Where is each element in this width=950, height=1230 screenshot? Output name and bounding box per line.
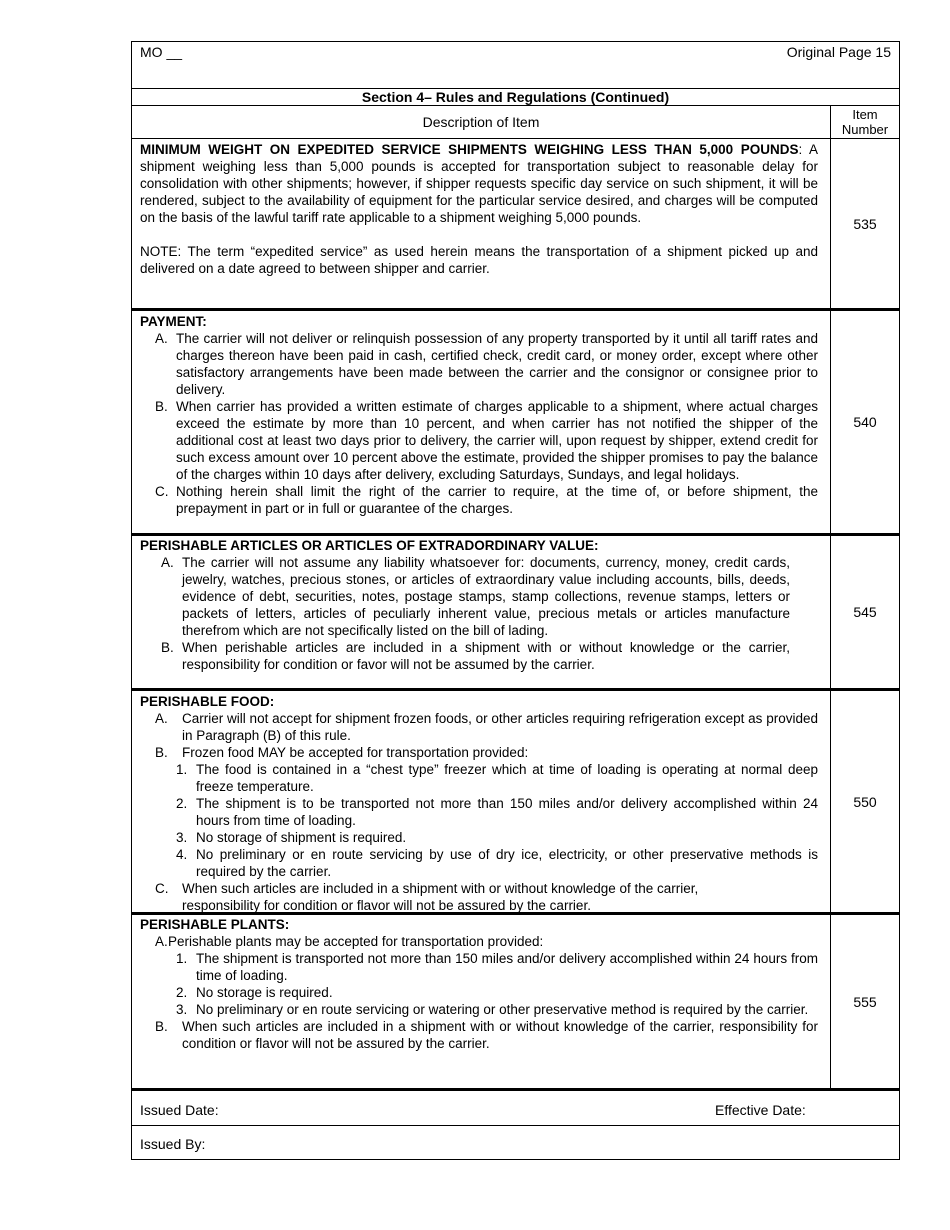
- sub-list-item: [140, 795, 818, 829]
- list-text: Frozen food MAY be accepted for transportation provided:: [182, 745, 529, 760]
- issued-date-label: Issued Date:: [140, 1102, 219, 1118]
- list-text: The carrier will not assume any liability whatsoever for: documents, currency, money, credit cards, jewelry, watches, precious stones, or articles of extraordinary value including accounts, bills, deeds, evidence of debt, securities, notes, postage stamps, stamp collections, revenue stamps, letters or packets of letters, articles of peculiarly inherent value, precious metals or articles manufacture therefrom which are not specifically listed on the bill of lading.: [182, 555, 790, 638]
- item-number: 535: [830, 139, 899, 308]
- item-number: 550: [830, 691, 899, 912]
- list-marker: A.: [155, 934, 168, 949]
- list-marker: C.: [155, 881, 169, 896]
- list-text: No storage of shipment is required.: [196, 830, 407, 845]
- item-number: 540: [830, 311, 899, 533]
- list-marker: B.: [155, 745, 168, 760]
- mo-label: MO __: [140, 44, 183, 60]
- list-text: When such articles are included in a shipment with or without knowledge of the carrier, responsibility for condition or flavor will not be assured by the carrier.: [182, 1019, 818, 1051]
- list-marker: C.: [155, 484, 169, 499]
- sub-list-item: [140, 829, 818, 846]
- list-item: [140, 744, 818, 761]
- item-title: PERISHABLE ARTICLES OR ARTICLES OF EXTRADORDINARY VALUE:: [140, 538, 599, 553]
- item-row-550: [132, 691, 899, 915]
- list-text: Nothing herein shall limit the right of the carrier to require, at the time of, or before shipment, the prepayment in part or in full or guarantee of the charges.: [176, 484, 818, 516]
- item-header-line1: Item: [852, 107, 878, 122]
- item-title: MINIMUM WEIGHT ON EXPEDITED SERVICE SHIPMENTS WEIGHING LESS THAN 5,000 POUNDS: [140, 142, 799, 157]
- list-item: [140, 483, 818, 517]
- list-text: When carrier has provided a written estimate of charges applicable to a shipment, where actual charges exceed the estimate by more than 10 percent, and when carrier has not notified the shipper of the additional cost at least two days prior to delivery, the carrier will, upon request by shipper, extend credit for such excess amount over 10 percent above the estimate, provided the shipper promises to pay the balance of the charges within 10 days after delivery, excluding Saturdays, Sundays, and legal holidays.: [176, 399, 818, 482]
- list-marker: 3.: [176, 1002, 188, 1017]
- list-text: Perishable plants may be accepted for transportation provided:: [168, 934, 544, 949]
- footer-issued-by: [132, 1126, 899, 1160]
- list-item: [140, 330, 818, 398]
- item-number-column-header: [830, 106, 899, 138]
- item-description: [132, 139, 830, 308]
- tariff-page-frame: [131, 41, 900, 1160]
- issued-by-label: Issued By:: [140, 1136, 206, 1152]
- list-marker: 3.: [176, 830, 188, 845]
- item-paragraph: [140, 141, 818, 226]
- description-column-header: Description of Item: [422, 114, 540, 130]
- item-header-line2: Number: [841, 122, 889, 137]
- list-item: [140, 1018, 818, 1052]
- list-marker: B.: [161, 640, 174, 655]
- item-title: PERISHABLE PLANTS:: [140, 917, 290, 932]
- list-item: [140, 639, 790, 673]
- item-row-555: [132, 915, 899, 1091]
- sub-list-item: [140, 1001, 818, 1018]
- item-number: 555: [830, 915, 899, 1088]
- item-body: : A shipment weighing less than 5,000 pounds is accepted for transportation subject to reasonable delay for consolidation with other shipments; however, if shipper requests specific day service on such shipment, it will be rendered, subject to the availability of equipment for the particular service desired, and charges will be computed on the basis of the lawful tariff rate applicable to a shipment weighing 5,000 pounds.: [140, 142, 818, 225]
- list-text: The carrier will not deliver or relinquish possession of any property transported by it until all tariff rates and charges thereon have been paid in cash, certified check, credit card, or money order, except where other satisfactory arrangements have been made between the carrier and the consignor or consignee prior to delivery.: [176, 331, 818, 397]
- item-row-540: [132, 311, 899, 536]
- item-description: [132, 311, 830, 533]
- effective-date-label: Effective Date:: [715, 1102, 806, 1118]
- sub-list-item: [140, 984, 818, 1001]
- item-description: [132, 536, 830, 688]
- list-marker: 2.: [176, 796, 188, 811]
- list-marker: B.: [155, 1019, 168, 1034]
- list-item: [140, 554, 790, 639]
- list-text: The food is contained in a “chest type” freezer which at time of loading is operating at normal deep freeze temperature.: [196, 762, 818, 794]
- sub-list-item: [140, 846, 818, 880]
- item-number: 545: [830, 536, 899, 688]
- list-item: [140, 933, 818, 950]
- list-item: [140, 398, 818, 483]
- list-text: No preliminary or en route servicing or watering or other preservative method is required by the carrier.: [196, 1002, 809, 1017]
- list-text: The shipment is transported not more than 150 miles and/or delivery accomplished within 24 hours from time of loading.: [196, 951, 818, 983]
- list-marker: 2.: [176, 985, 188, 1000]
- list-marker: A.: [155, 331, 168, 346]
- item-description: [132, 915, 830, 1088]
- item-row-545: [132, 536, 899, 691]
- list-text: When perishable articles are included in a shipment with or without knowledge or the carrier, responsibility for condition or favor will not be assumed by the carrier.: [182, 640, 790, 672]
- list-text: No preliminary or en route servicing by use of dry ice, electricity, or other preservative methods is required by the carrier.: [196, 847, 818, 879]
- list-text: Carrier will not accept for shipment frozen foods, or other articles requiring refrigeration except as provided in Paragraph (B) of this rule.: [182, 711, 818, 743]
- sub-list-item: [140, 950, 818, 984]
- list-marker: A.: [155, 711, 168, 726]
- column-header-row: [132, 106, 899, 139]
- sub-list-item: [140, 761, 818, 795]
- list-item: [140, 880, 818, 914]
- footer-dates: [132, 1091, 899, 1126]
- item-description: [132, 691, 830, 912]
- page-header: [132, 42, 899, 89]
- list-text: When such articles are included in a shipment with or without knowledge of the carrier, responsibility for condition or flavor will not be assured by the carrier.: [182, 881, 699, 913]
- list-marker: 4.: [176, 847, 188, 862]
- page-number: Original Page 15: [786, 44, 891, 60]
- item-note: NOTE: The term “expedited service” as used herein means the transportation of a shipment picked up and delivered on a date agreed to between shipper and carrier.: [140, 244, 818, 276]
- list-marker: 1.: [176, 951, 188, 966]
- list-text: No storage is required.: [196, 985, 333, 1000]
- item-title: PERISHABLE FOOD:: [140, 694, 275, 709]
- list-marker: 1.: [176, 762, 188, 777]
- list-item: [140, 710, 818, 744]
- item-row-535: [132, 139, 899, 311]
- list-text: The shipment is to be transported not more than 150 miles and/or delivery accomplished within 24 hours from time of loading.: [196, 796, 818, 828]
- section-title: Section 4– Rules and Regulations (Continued): [132, 89, 899, 106]
- list-marker: B.: [155, 399, 168, 414]
- item-title: PAYMENT:: [140, 314, 207, 329]
- list-marker: A.: [161, 555, 174, 570]
